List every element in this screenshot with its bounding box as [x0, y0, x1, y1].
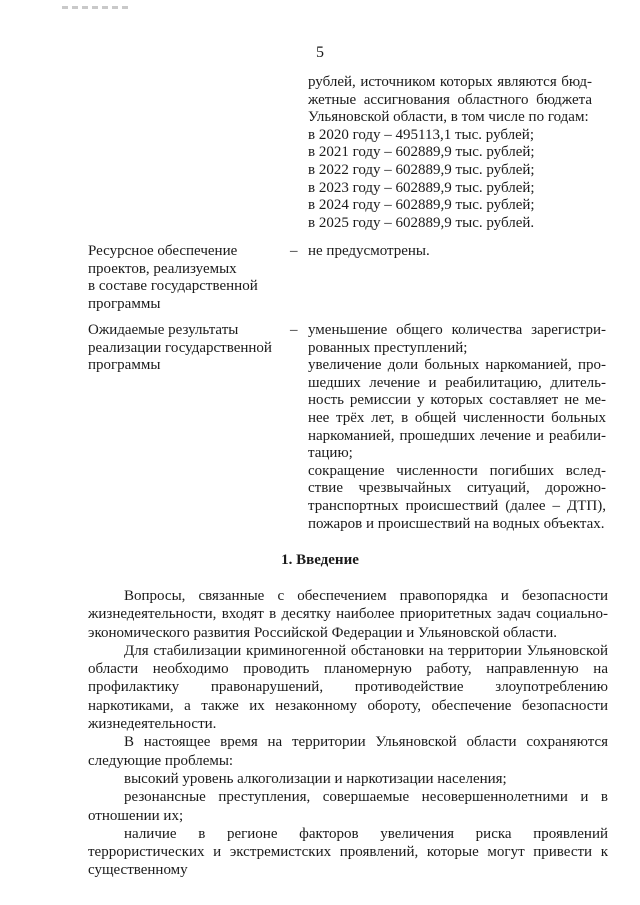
funding-year: в 2022 году – 602889,9 тыс. рублей;	[308, 161, 535, 178]
results-line: уменьшение общего количества зарегистри-	[308, 322, 606, 338]
paragraph: резонансные преступления, совершаемые несовершеннолетними и в отношении их;	[88, 789, 608, 824]
results-line: ность ремиссии у которых составляет не ме-	[308, 392, 606, 409]
funding-year: в 2023 году – 602889,9 тыс. рублей;	[308, 179, 535, 196]
paragraph: высокий уровень алкоголизации и наркотизации населения;	[124, 770, 507, 787]
results-line: сокращение численности погибших вслед-	[308, 462, 606, 479]
paragraph: В настоящее время на территории Ульяновской области сохраняются следующие проблемы:	[88, 734, 608, 769]
funding-line: рублей, источником которых являются бюд-	[308, 74, 592, 90]
results-dash: –	[290, 322, 298, 338]
funding-year: в 2021 году – 602889,9 тыс. рублей;	[308, 144, 535, 161]
scan-artifact	[62, 6, 132, 9]
resource-label-line: программы	[88, 295, 161, 312]
paragraph: Вопросы, связанные с обеспечением правопорядка и безопасности жизнедеятельности, входят в десятку наиболее приоритетных задач социально-экономического развития Российской Федерации и Ульяновской области.	[88, 588, 608, 641]
results-line: наркоманией, прошедших лечение и реабили-	[308, 427, 606, 444]
resource-label-line: Ресурсное обеспечение	[88, 243, 238, 259]
results-line: рованных преступлений;	[308, 339, 468, 356]
resource-label-line: проектов, реализуемых	[88, 260, 237, 277]
resource-label-line: в составе государственной	[88, 278, 258, 295]
funding-value	[308, 74, 592, 232]
results-line: шедших лечение и реабилитацию, длитель-	[308, 374, 606, 391]
funding-line: Ульяновской области, в том числе по годам:	[308, 109, 589, 126]
results-line: увеличение доли больных наркоманией, про-	[308, 357, 606, 374]
results-line: тацию;	[308, 445, 353, 462]
results-value	[308, 322, 606, 533]
results-label	[88, 322, 288, 375]
funding-year: в 2025 году – 602889,9 тыс. рублей.	[308, 214, 535, 231]
paragraph: наличие в регионе факторов увеличения риска проявлений террористических и экстремистских проявлений, которые могут привести к существенному	[88, 825, 608, 879]
funding-line: жетные ассигнования областного бюджета	[308, 91, 592, 108]
section-body	[88, 587, 608, 880]
funding-year: в 2020 году – 495113,1 тыс. рублей;	[308, 126, 534, 143]
results-label-line: реализации государственной	[88, 339, 272, 356]
results-line: ствие чрезвычайных ситуаций, дорожно-	[308, 480, 606, 497]
results-line: пожаров и происшествий на водных объектах.	[308, 515, 605, 532]
results-line: нее трёх лет, в общей численности больных	[308, 409, 606, 426]
funding-year: в 2024 году – 602889,9 тыс. рублей;	[308, 197, 535, 214]
resource-dash: –	[290, 243, 298, 259]
section-heading: 1. Введение	[281, 552, 359, 568]
resource-label	[88, 243, 288, 313]
results-label-line: Ожидаемые результаты	[88, 322, 239, 338]
resource-value: не предусмотрены.	[308, 243, 430, 259]
page-number: 5	[316, 44, 324, 61]
paragraph: Для стабилизации криминогенной обстановки на территории Ульяновской области необходимо проводить планомерную работу, направленную на профилактику правонарушений, противодействие злоупотреблению наркотиками, а также их незаконному обороту, обеспечение безопасности жизнедеятельности.	[88, 642, 608, 733]
results-line: транспортных происшествий (далее – ДТП),	[308, 497, 606, 514]
results-label-line: программы	[88, 357, 161, 374]
